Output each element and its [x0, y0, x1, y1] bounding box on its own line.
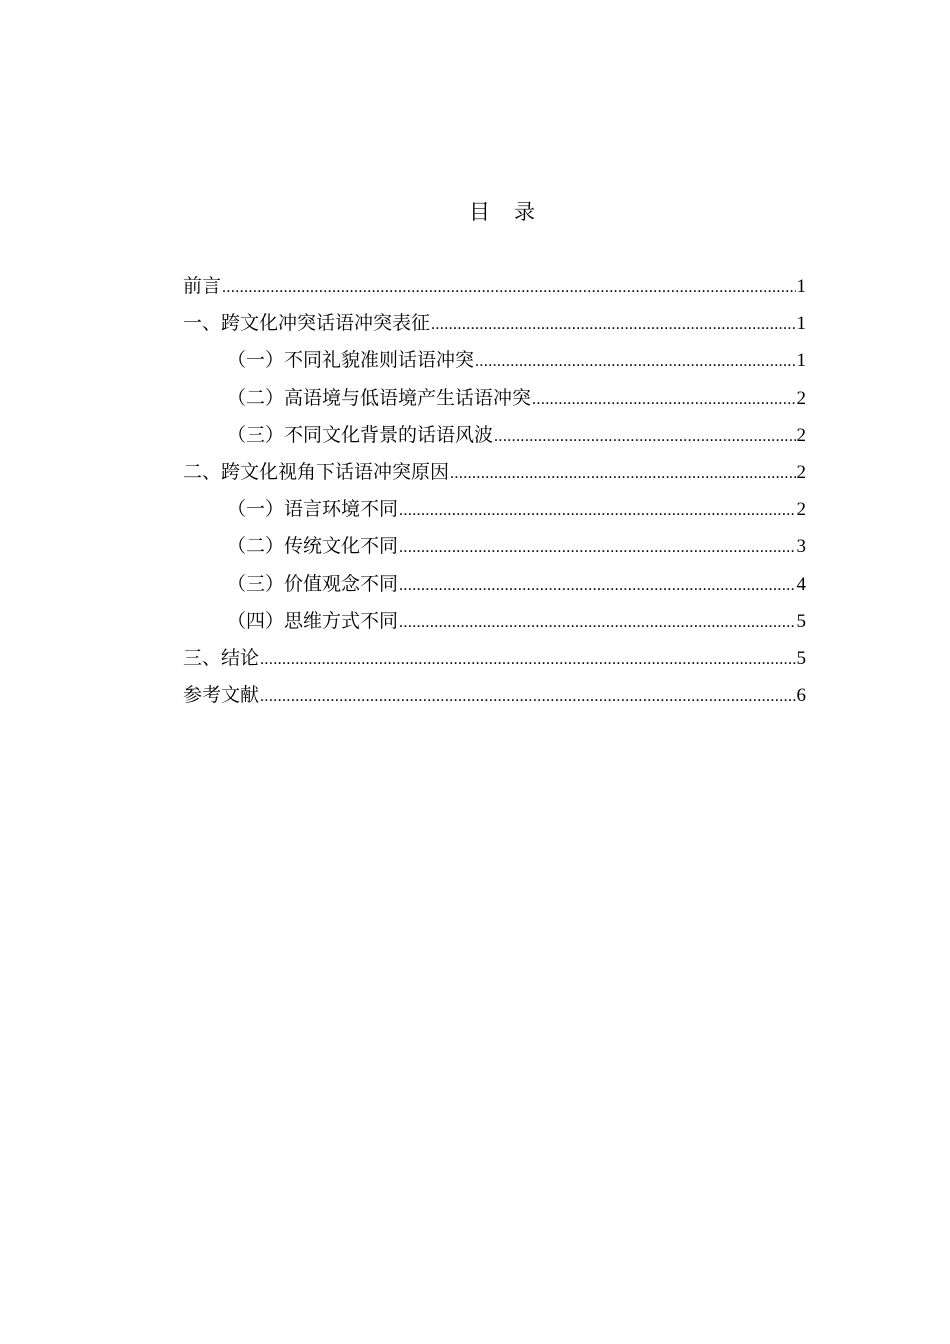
toc-page-number: 2 [796, 499, 806, 521]
toc-entry-section-1-1[interactable] [183, 342, 806, 379]
toc-entry-section-1-2[interactable] [183, 380, 806, 417]
toc-entry-section-2-3[interactable] [183, 566, 806, 603]
toc-page-number: 4 [796, 573, 806, 595]
toc-entry-references[interactable] [183, 677, 806, 714]
toc-entry-label: （一）语言环境不同 [227, 498, 399, 521]
toc-entry-section-2-2[interactable] [183, 528, 806, 565]
toc-title [0, 196, 950, 226]
toc-page-number: 2 [796, 387, 806, 409]
toc-entry-label: （二）高语境与低语境产生话语冲突 [227, 386, 532, 409]
toc-dot-leader [450, 455, 795, 492]
toc-entry-label: （四）思维方式不同 [227, 609, 399, 632]
toc-dot-leader [399, 492, 795, 529]
toc-page-number: 1 [796, 350, 806, 372]
toc-page-number: 1 [796, 276, 806, 297]
toc-page-number: 6 [796, 685, 806, 707]
toc-entry-chapter-2[interactable] [183, 454, 806, 491]
toc-entry-label: 二、跨文化视角下话语冲突原因 [183, 460, 450, 483]
toc-page-number: 5 [796, 610, 806, 632]
toc-title-part-1: 目 [469, 200, 490, 224]
toc-dot-leader [399, 604, 795, 641]
toc-dot-leader [399, 529, 795, 566]
toc-page-number: 1 [796, 313, 806, 335]
toc-page-number: 3 [796, 536, 806, 558]
toc-entry-section-1-3[interactable] [183, 417, 806, 454]
table-of-contents [183, 268, 806, 714]
toc-dot-leader [260, 678, 795, 715]
toc-entry-label: （三）不同文化背景的话语风波 [227, 423, 494, 446]
toc-entry-section-2-4[interactable] [183, 603, 806, 640]
toc-entry-label: （三）价值观念不同 [227, 572, 399, 595]
toc-dot-leader [532, 381, 795, 418]
toc-entry-label: 一、跨文化冲突话语冲突表征 [183, 312, 431, 335]
toc-entry-label: 参考文献 [183, 684, 260, 707]
toc-entry-chapter-3[interactable] [183, 640, 806, 677]
toc-page-number: 2 [796, 424, 806, 446]
toc-dot-leader [222, 269, 795, 306]
toc-dot-leader [494, 418, 795, 455]
toc-dot-leader [399, 567, 795, 604]
toc-entry-label: 三、结论 [183, 646, 260, 669]
toc-title-part-2: 录 [514, 200, 535, 224]
toc-entry-preface[interactable] [183, 268, 806, 305]
toc-dot-leader [260, 641, 795, 678]
toc-entry-label: 前言 [183, 275, 222, 297]
toc-dot-leader [475, 343, 795, 380]
toc-page-number: 5 [796, 647, 806, 669]
toc-entry-section-2-1[interactable] [183, 491, 806, 528]
toc-entry-chapter-1[interactable] [183, 305, 806, 342]
toc-page-number: 2 [796, 461, 806, 483]
toc-entry-label: （一）不同礼貌准则话语冲突 [227, 349, 475, 372]
toc-dot-leader [431, 306, 795, 343]
toc-entry-label: （二）传统文化不同 [227, 535, 399, 558]
